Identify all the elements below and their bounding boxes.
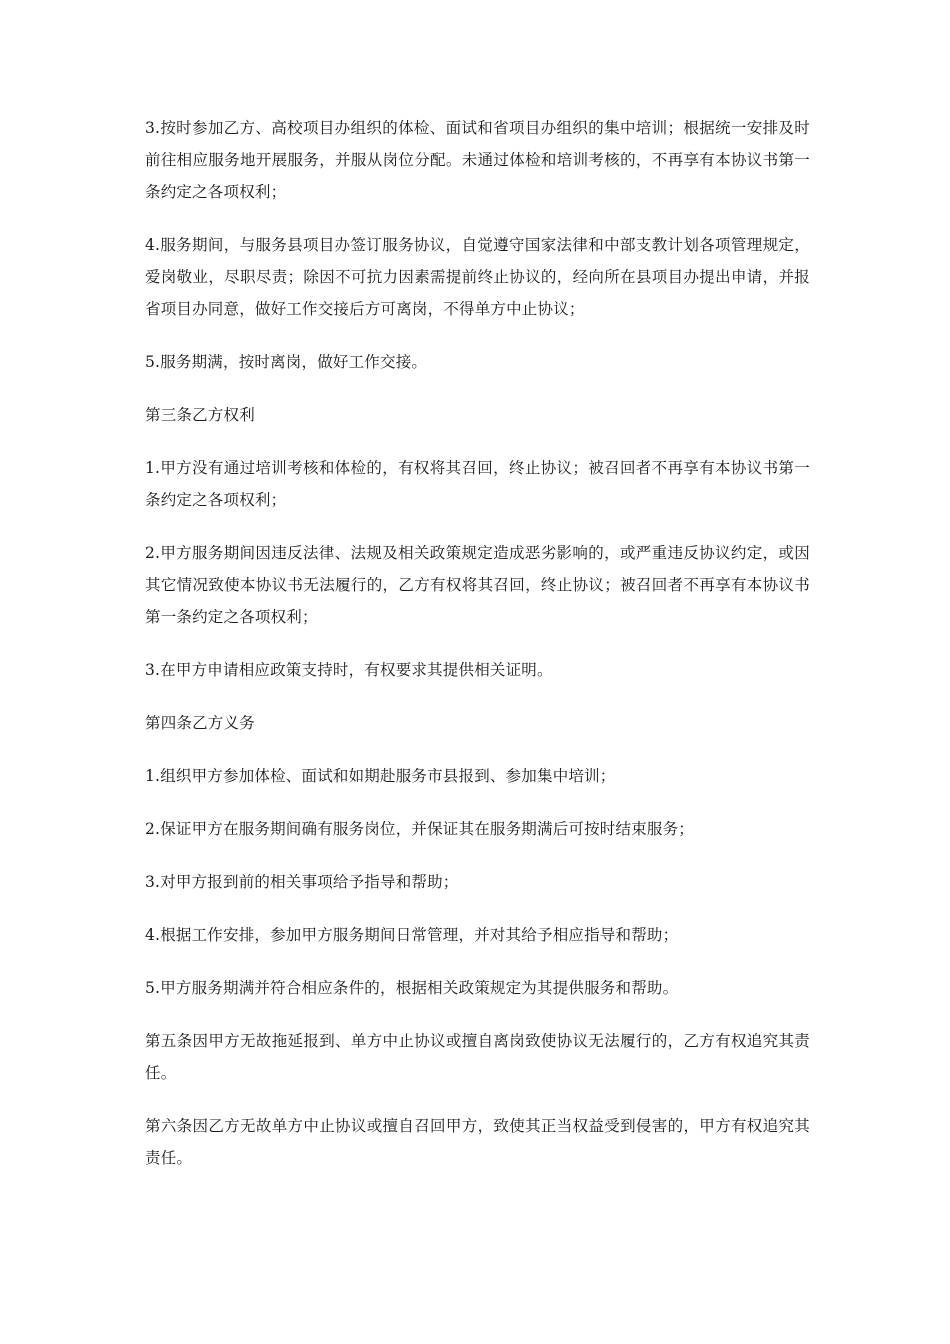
- document-page: [145, 112, 810, 1195]
- clause-paragraph: 4.根据工作安排，参加甲方服务期间日常管理，并对其给予相应指导和帮助；: [145, 926, 679, 944]
- clause-paragraph: 3.对甲方报到前的相关事项给予指导和帮助；: [145, 873, 459, 891]
- clause-paragraph: 2.甲方服务期间因违反法律、法规及相关政策规定造成恶劣影响的，或严重违反协议约定，或因其它情况致使本协议书无法履行的，乙方有权将其召回，终止协议；被召回者不再享有本协议书第一条约定之各项权利；: [145, 544, 810, 626]
- clause-paragraph: 2.保证甲方在服务期间确有服务岗位，并保证其在服务期满后可按时结束服务；: [145, 820, 694, 838]
- clause-paragraph: 5.服务期满，按时离岗，做好工作交接。: [145, 353, 428, 371]
- section-heading: 第四条乙方义务: [145, 714, 255, 732]
- clause-paragraph: 1.甲方没有通过培训考核和体检的，有权将其召回，终止协议；被召回者不再享有本协议书第一条约定之各项权利；: [145, 459, 810, 509]
- clause-paragraph: 1.组织甲方参加体检、面试和如期赴服务市县报到、参加集中培训；: [145, 767, 616, 785]
- clause-paragraph: 第五条因甲方无故拖延报到、单方中止协议或擅自离岗致使协议无法履行的，乙方有权追究其责任。: [145, 1032, 810, 1082]
- clause-paragraph: 3.在甲方申请相应政策支持时，有权要求其提供相关证明。: [145, 661, 553, 679]
- clause-paragraph: 第六条因乙方无故单方中止协议或擅自召回甲方，致使其正当权益受到侵害的，甲方有权追究其责任。: [145, 1117, 810, 1167]
- section-heading: 第三条乙方权利: [145, 406, 255, 424]
- clause-paragraph: 3.按时参加乙方、高校项目办组织的体检、面试和省项目办组织的集中培训；根据统一安排及时前往相应服务地开展服务，并服从岗位分配。未通过体检和培训考核的，不再享有本协议书第一条约定之各项权利；: [145, 119, 810, 201]
- clause-paragraph: 5.甲方服务期满并符合相应条件的，根据相关政策规定为其提供服务和帮助。: [145, 979, 679, 997]
- clause-paragraph: 4.服务期间，与服务县项目办签订服务协议，自觉遵守国家法律和中部支教计划各项管理规定，爱岗敬业，尽职尽责；除因不可抗力因素需提前终止协议的，经向所在县项目办提出申请，并报省项目办同意，做好工作交接后方可离岗，不得单方中止协议；: [145, 236, 810, 318]
